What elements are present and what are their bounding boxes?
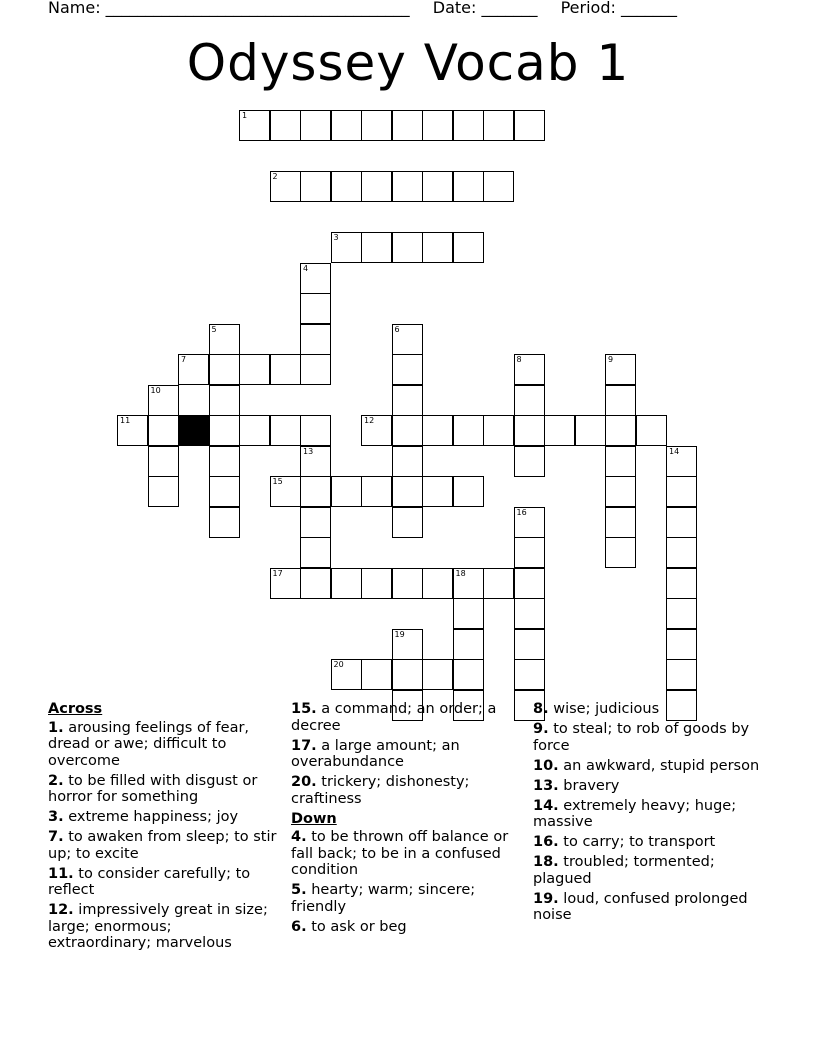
grid-cell[interactable] [148, 415, 179, 446]
clue-text: troubled; tormented; plagued [533, 854, 715, 887]
clue-item [48, 829, 278, 862]
clue-number: 17. [291, 737, 317, 754]
grid-cell[interactable] [483, 171, 514, 202]
clue-text: trickery; dishonesty; craftiness [291, 774, 470, 807]
clue-item [533, 778, 773, 795]
grid-cell[interactable] [392, 385, 423, 416]
grid-cell[interactable] [453, 568, 484, 599]
page-title: Odyssey Vocab 1 [186, 34, 630, 92]
grid-cell[interactable] [575, 415, 606, 446]
clue-number-label: 14 [669, 446, 680, 456]
grid-cell[interactable] [605, 537, 636, 568]
grid-cell[interactable] [209, 385, 240, 416]
grid-cell[interactable] [209, 415, 240, 446]
grid-cell[interactable] [636, 415, 667, 446]
grid-cell[interactable] [392, 171, 423, 202]
grid-cell[interactable] [392, 629, 423, 660]
grid-cell[interactable] [453, 232, 484, 263]
clue-number-label: 5 [211, 324, 217, 334]
grid-cell[interactable] [453, 171, 484, 202]
grid-cell[interactable] [300, 507, 331, 538]
grid-cell[interactable] [422, 476, 453, 507]
clue-number-label: 6 [394, 324, 400, 334]
grid-cell[interactable] [453, 110, 484, 141]
grid-cell[interactable] [270, 415, 301, 446]
grid-cell[interactable] [514, 110, 545, 141]
clue-text: hearty; warm; sincere; friendly [291, 882, 476, 915]
clue-number-label: 18 [455, 568, 466, 578]
grid-cell[interactable] [300, 171, 331, 202]
grid-cell[interactable] [270, 568, 301, 599]
clue-text: impressively great in size; large; enormous; extraordinary; marvelous [48, 902, 268, 951]
clue-item [533, 891, 773, 924]
clue-item [48, 809, 278, 826]
grid-cell[interactable] [300, 110, 331, 141]
clue-number: 20. [291, 774, 317, 790]
clue-item [48, 866, 278, 899]
clue-number: 13. [533, 777, 559, 794]
grid-cell[interactable] [361, 476, 392, 507]
grid-cell[interactable] [392, 507, 423, 538]
down-heading: Down [291, 810, 337, 827]
grid-cell[interactable] [331, 568, 362, 599]
clue-number: 9. [533, 721, 549, 737]
grid-cell[interactable] [239, 354, 270, 385]
clue-number-label: 19 [394, 629, 405, 639]
grid-cell[interactable] [666, 476, 697, 507]
clue-text: extremely heavy; huge; massive [533, 797, 737, 830]
grid-cell[interactable] [300, 568, 331, 599]
grid-cell[interactable] [270, 171, 301, 202]
clue-number: 16. [533, 834, 559, 850]
clue-item [48, 902, 278, 952]
grid-cell[interactable] [361, 171, 392, 202]
grid-cell[interactable] [361, 232, 392, 263]
grid-cell[interactable] [361, 415, 392, 446]
grid-cell[interactable] [239, 415, 270, 446]
clue-number: 12. [48, 902, 74, 918]
grid-cell[interactable] [666, 598, 697, 629]
clue-number: 6. [291, 918, 307, 935]
grid-cell[interactable] [392, 110, 423, 141]
clue-number: 14. [533, 797, 559, 814]
grid-cell[interactable] [331, 232, 362, 263]
clue-number-label: 3 [333, 233, 339, 242]
clue-text: to carry; to transport [558, 834, 716, 850]
grid-cell[interactable] [300, 354, 331, 385]
clue-item [48, 773, 278, 806]
grid-cell[interactable] [605, 385, 636, 416]
grid-cell[interactable] [148, 385, 179, 416]
clue-text: wise; judicious [548, 701, 660, 717]
grid-cell[interactable] [148, 446, 179, 477]
grid-cell[interactable] [392, 659, 423, 690]
clue-text: to be thrown off balance or fall back; to be in a confused condition [291, 829, 509, 878]
clue-text: loud, confused prolonged noise [533, 890, 748, 923]
grid-cell[interactable] [392, 568, 423, 599]
grid-cell[interactable] [392, 476, 423, 507]
grid-cell[interactable] [453, 598, 484, 629]
clue-item [291, 774, 521, 807]
clue-item [291, 701, 521, 734]
clue-item [533, 854, 773, 887]
clue-number-label: 4 [303, 263, 309, 273]
grid-cell[interactable] [483, 415, 514, 446]
grid-cell[interactable] [392, 415, 423, 446]
clue-number: 15. [291, 701, 317, 717]
grid-cell[interactable] [209, 446, 240, 477]
grid-cell[interactable] [605, 476, 636, 507]
clue-number-label: 11 [120, 416, 131, 425]
clue-item [291, 919, 521, 936]
grid-cell[interactable] [605, 446, 636, 477]
clue-text: an awkward, stupid person [558, 757, 760, 774]
clue-number: 8. [533, 701, 549, 717]
grid-cell[interactable] [514, 598, 545, 629]
clue-number-label: 20 [333, 660, 344, 669]
grid-cell[interactable] [666, 568, 697, 599]
grid-cell[interactable] [453, 629, 484, 660]
clue-number: 10. [533, 757, 559, 774]
clue-number-label: 8 [516, 355, 522, 364]
grid-cell[interactable] [300, 415, 331, 446]
grid-cell[interactable] [331, 476, 362, 507]
clue-text: arousing feelings of fear, dread or awe; difficult to overcome [48, 719, 250, 769]
clue-item [533, 721, 773, 754]
clue-item [533, 798, 773, 831]
grid-cell[interactable] [300, 293, 331, 324]
grid-cell[interactable] [209, 324, 240, 355]
grid-cell[interactable] [239, 110, 270, 141]
grid-cell[interactable] [514, 415, 545, 446]
grid-cell[interactable] [666, 659, 697, 690]
grid-cell[interactable] [483, 568, 514, 599]
clue-number: 7. [48, 829, 64, 845]
across-heading: Across [48, 701, 103, 717]
clue-number: 11. [48, 865, 74, 882]
clue-number: 1. [48, 719, 64, 736]
black-square [178, 415, 209, 446]
grid-cell[interactable] [605, 415, 636, 446]
clue-text: to be filled with disgust or horror for something [48, 772, 258, 805]
clue-text: a command; an order; a decree [291, 701, 497, 734]
grid-cell[interactable] [514, 385, 545, 416]
grid-cell[interactable] [300, 324, 331, 355]
grid-cell[interactable] [514, 354, 545, 385]
grid-cell[interactable] [514, 629, 545, 660]
clue-number: 19. [533, 890, 559, 907]
clue-number: 5. [291, 882, 307, 898]
clue-text: to ask or beg [306, 918, 407, 935]
grid-cell[interactable] [300, 537, 331, 568]
clue-number: 18. [533, 854, 559, 870]
clue-number-label: 1 [242, 111, 248, 120]
clue-number-label: 13 [303, 446, 314, 456]
clue-item [533, 758, 773, 775]
grid-cell[interactable] [453, 476, 484, 507]
grid-cell[interactable] [209, 476, 240, 507]
grid-cell[interactable] [148, 476, 179, 507]
clue-item [291, 829, 521, 879]
clue-text: to awaken from sleep; to stir up; to excite [48, 829, 277, 862]
grid-cell[interactable] [514, 568, 545, 599]
grid-cell[interactable] [270, 476, 301, 507]
clues-column-2 [291, 701, 521, 939]
grid-cell[interactable] [117, 415, 148, 446]
grid-cell[interactable] [392, 324, 423, 355]
grid-cell[interactable] [361, 110, 392, 141]
clue-number-label: 2 [272, 172, 278, 181]
grid-cell[interactable] [331, 110, 362, 141]
period-field[interactable]: Period: _______ [560, 0, 677, 17]
grid-cell[interactable] [331, 171, 362, 202]
grid-cell[interactable] [361, 659, 392, 690]
grid-cell[interactable] [453, 659, 484, 690]
clue-number-label: 15 [272, 477, 283, 486]
clue-text: a large amount; an overabundance [291, 737, 460, 770]
grid-cell[interactable] [422, 415, 453, 446]
grid-cell[interactable] [514, 446, 545, 477]
clue-number: 4. [291, 829, 307, 845]
clue-item [291, 738, 521, 771]
grid-cell[interactable] [361, 568, 392, 599]
clue-number: 3. [48, 809, 64, 825]
clues-column-1 [48, 701, 278, 955]
grid-cell[interactable] [270, 354, 301, 385]
grid-cell[interactable] [666, 446, 697, 477]
clue-text: to steal; to rob of goods by force [533, 721, 750, 754]
grid-cell[interactable] [422, 232, 453, 263]
clue-number-label: 7 [181, 355, 187, 364]
grid-cell[interactable] [514, 507, 545, 538]
clue-number-label: 12 [364, 416, 375, 425]
grid-cell[interactable] [331, 659, 362, 690]
clue-text: extreme happiness; joy [63, 809, 239, 825]
clue-item [533, 834, 773, 851]
clue-item [48, 720, 278, 770]
grid-cell[interactable] [392, 446, 423, 477]
grid-cell[interactable] [453, 415, 484, 446]
grid-cell[interactable] [422, 110, 453, 141]
grid-cell[interactable] [544, 415, 575, 446]
grid-cell[interactable] [300, 446, 331, 477]
grid-cell[interactable] [666, 507, 697, 538]
clue-number-label: 9 [608, 355, 614, 364]
grid-cell[interactable] [422, 568, 453, 599]
clue-text: bravery [558, 777, 620, 794]
clue-number-label: 17 [272, 568, 283, 578]
grid-cell[interactable] [666, 537, 697, 568]
clue-number: 2. [48, 772, 64, 789]
clue-number-label: 10 [150, 385, 161, 395]
grid-cell[interactable] [666, 629, 697, 660]
grid-cell[interactable] [422, 659, 453, 690]
date-field[interactable]: Date: _______ [432, 0, 538, 17]
grid-cell[interactable] [178, 354, 209, 385]
grid-cell[interactable] [605, 507, 636, 538]
grid-cell[interactable] [514, 537, 545, 568]
grid-cell[interactable] [514, 659, 545, 690]
grid-cell[interactable] [392, 232, 423, 263]
clue-text: to consider carefully; to reflect [48, 865, 251, 898]
grid-cell[interactable] [605, 354, 636, 385]
grid-cell[interactable] [300, 263, 331, 294]
grid-cell[interactable] [483, 110, 514, 141]
grid-cell[interactable] [270, 110, 301, 141]
grid-cell[interactable] [392, 354, 423, 385]
clue-item [533, 701, 773, 718]
grid-cell[interactable] [209, 354, 240, 385]
name-field[interactable]: Name: ______________________________________ [48, 0, 410, 17]
grid-cell[interactable] [300, 476, 331, 507]
clue-item [291, 882, 521, 915]
clue-number-label: 16 [516, 507, 527, 517]
grid-cell[interactable] [209, 507, 240, 538]
clues-column-3 [533, 701, 773, 927]
grid-cell[interactable] [422, 171, 453, 202]
